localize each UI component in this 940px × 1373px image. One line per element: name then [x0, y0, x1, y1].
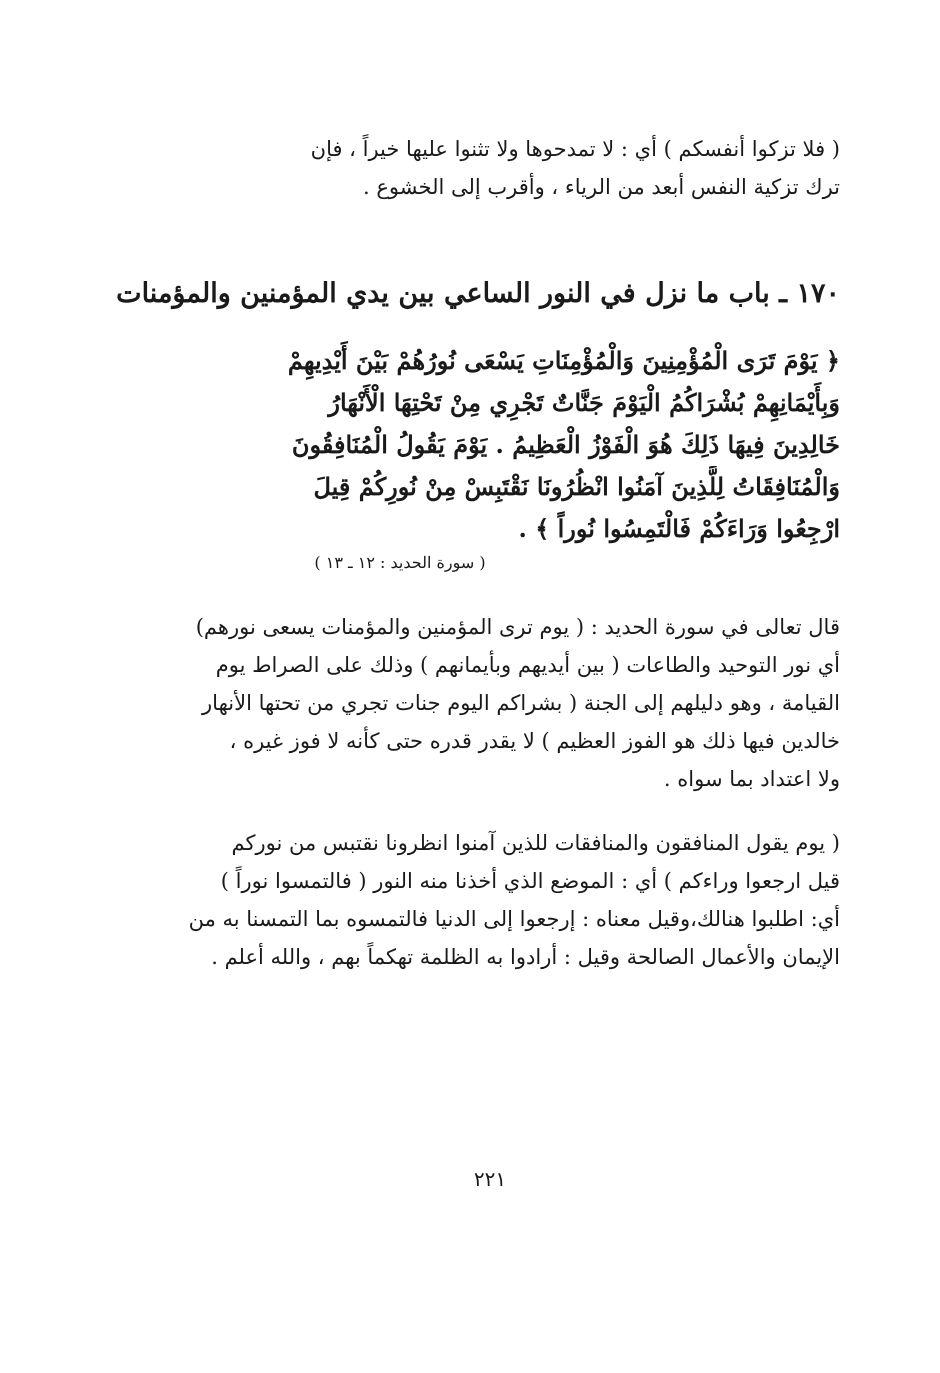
- verse-citation: ( سورة الحديد : ١٢ ـ ١٣ ): [314, 553, 486, 572]
- text-line: ( يوم يقول المنافقون والمنافقات للذين آمنوا انظرونا نقتبس من نوركم: [231, 831, 840, 855]
- text-line: خالدين فيها ذلك هو الفوز العظيم ) لا يقدر قدره حتى كأنه لا فوز غيره ،: [229, 729, 840, 753]
- text-line: الإيمان والأعمال الصالحة وقيل : أرادوا به الظلمة تهكماً بهم ، والله أعلم .: [211, 945, 840, 969]
- text-line: القيامة ، وهو دليلهم إلى الجنة ( بشراكم اليوم جنات تجري من تحتها الأنهار: [202, 691, 840, 715]
- text-line: أي نور التوحيد والطاعات ( بين أيديهم وبأيمانهم ) وذلك على الصراط يوم: [215, 653, 840, 677]
- verse-line: ﴿ يَوْمَ تَرَى الْمُؤْمِنِينَ وَالْمُؤْمِنَاتِ يَسْعَى نُورُهُمْ بَيْنَ أَيْدِيهِمْ: [287, 346, 840, 375]
- text-line: ولا اعتداد بما سواه .: [663, 767, 840, 791]
- explanation-paragraph: [150, 824, 840, 976]
- text-line: ( فلا تزكوا أنفسكم ) أي : لا تمدحوها ولا تثنوا عليها خيراً ، فإن: [310, 137, 840, 161]
- verse-line: ارْجِعُوا وَرَاءَكُمْ فَالْتَمِسُوا نُوراً ﴾ .: [518, 514, 840, 543]
- book-page: [116, 0, 840, 1373]
- text-line: ترك تزكية النفس أبعد من الرياء ، وأقرب إلى الخشوع .: [363, 175, 840, 199]
- intro-paragraph: [150, 130, 840, 206]
- section-heading: ١٧٠ ـ باب ما نزل في النور الساعي بين يدي المؤمنين والمؤمنات: [116, 278, 840, 309]
- text-line: أي: اطلبوا هنالك،وقيل معناه : إرجعوا إلى الدنيا فالتمسوه بما التمسنا به من: [188, 907, 840, 931]
- explanation-paragraph: [150, 608, 840, 798]
- verse-line: وَالْمُنَافِقَاتُ لِلَّذِينَ آمَنُوا انْظُرُونَا نَقْتَبِسْ مِنْ نُورِكُمْ قِيلَ: [313, 472, 840, 501]
- verse-line: وَبِأَيْمَانِهِمْ بُشْرَاكُمُ الْيَوْمَ جَنَّاتٌ تَجْرِي مِنْ تَحْتِهَا الْأَنْهَارُ: [328, 388, 840, 417]
- page-number: ٢٢١: [473, 1167, 507, 1191]
- text-line: قال تعالى في سورة الحديد : ( يوم ترى المؤمنين والمؤمنات يسعى نورهم): [195, 615, 840, 639]
- quran-verse: [150, 340, 840, 550]
- text-line: قيل ارجعوا وراءكم ) أي : الموضع الذي أخذنا منه النور ( فالتمسوا نوراً ): [220, 869, 840, 893]
- verse-line: خَالِدِينَ فِيهَا ذَلِكَ هُوَ الْفَوْزُ الْعَظِيمُ . يَوْمَ يَقُولُ الْمُنَافِقُونَ: [291, 430, 840, 459]
